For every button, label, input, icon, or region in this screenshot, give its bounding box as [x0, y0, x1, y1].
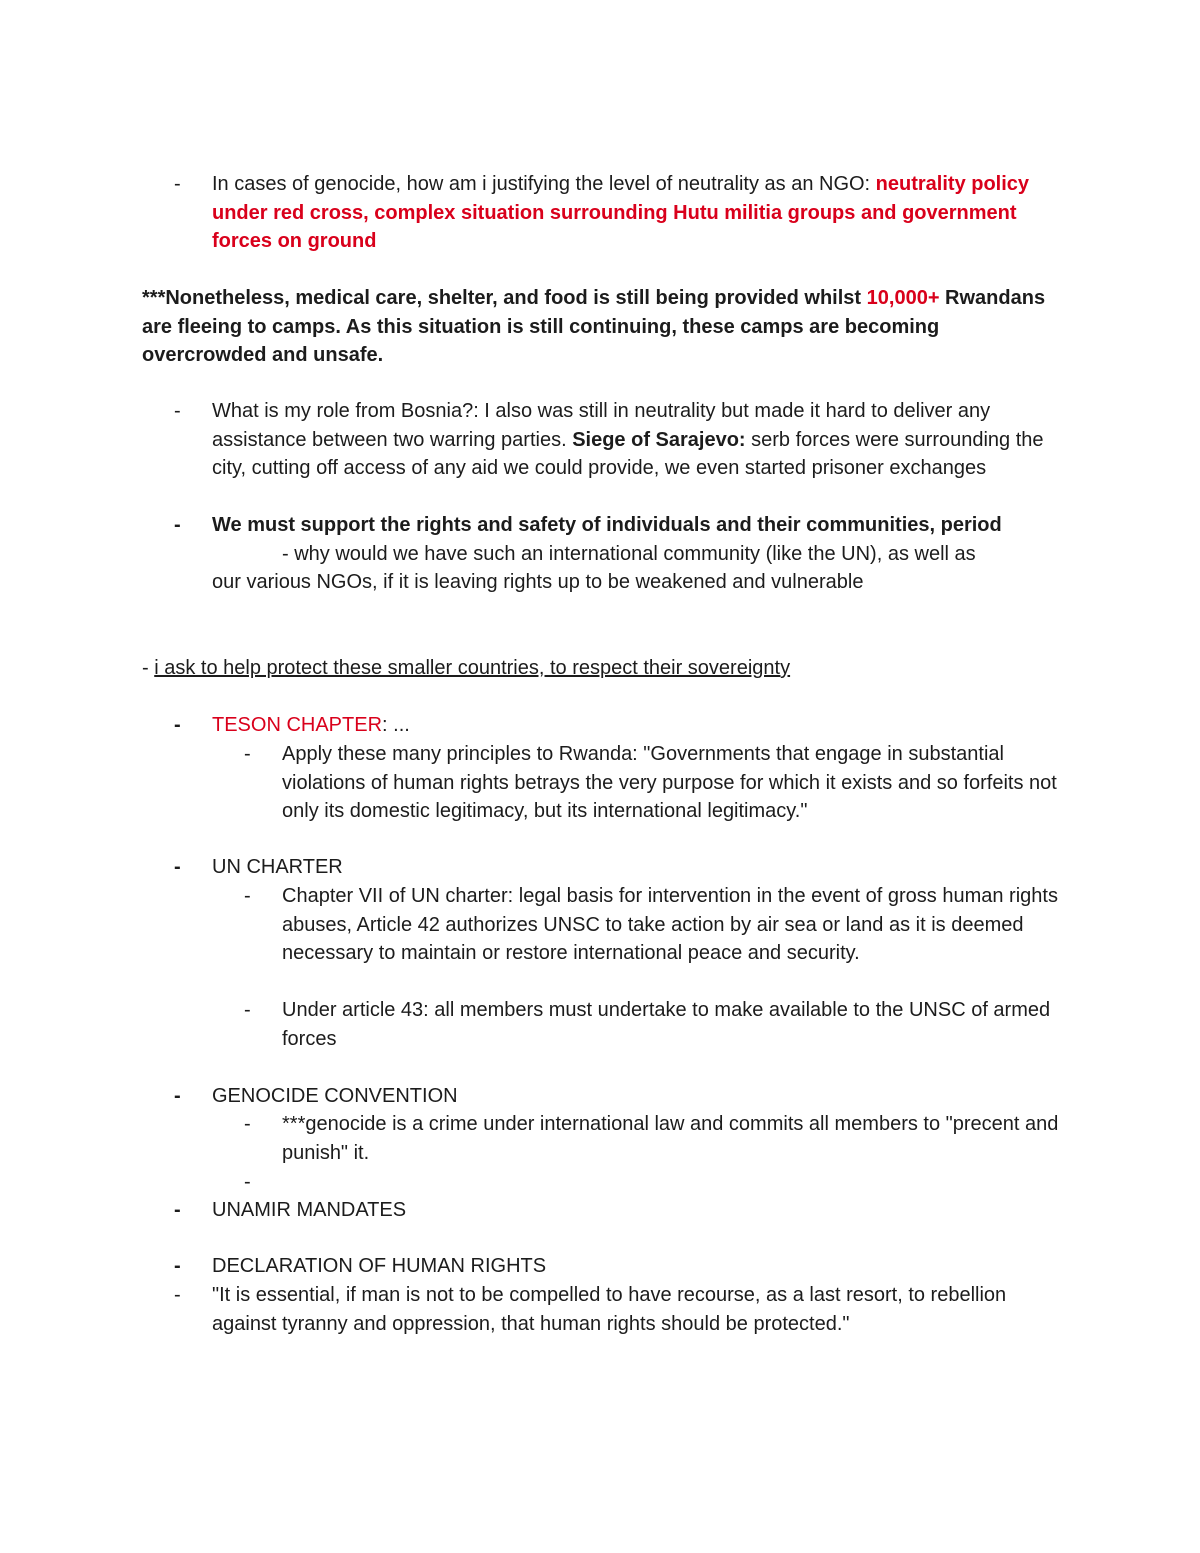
bullet-marker: -	[174, 173, 181, 195]
teson-heading-rest: : ...	[382, 714, 410, 736]
section-human-rights-declaration	[174, 1252, 1054, 1281]
chapter-vii-text: Chapter VII of UN charter: legal basis for intervention in the event of gross human rights abuses, Article 42 authorizes UNSC to take action by air sea or land as it is deemed necessary to maintain or restore international peace and security.	[282, 885, 1058, 965]
bullet-marker: -	[244, 1113, 251, 1135]
bullet-marker: -	[174, 1255, 181, 1277]
teson-principles-text: Apply these many principles to Rwanda: "Governments that engage in substantial violations of human rights betrays the very purpose for which it exists and so forfeits not only its domestic legitimacy, but its international legitimacy."	[282, 743, 1057, 823]
teson-heading: TESON CHAPTER	[212, 714, 383, 736]
genocide-convention-heading: GENOCIDE CONVENTION	[212, 1085, 458, 1107]
bullet-marker: -	[244, 999, 251, 1021]
paragraph-sovereignty	[142, 654, 1062, 683]
genocide-crime-text: ***genocide is a crime under international law and commits all members to "precent and punish" it.	[282, 1113, 1059, 1164]
red-cross-neutrality-answer: neutrality policy under red cross, complex situation surrounding Hutu militia groups and government forces on ground	[212, 173, 1030, 253]
refugee-count: 10,000+	[866, 287, 940, 309]
bullet-marker: -	[244, 1171, 251, 1193]
bullet-marker: -	[174, 1199, 181, 1221]
camps-text-start: ***Nonetheless, medical care, shelter, and food is still being provided whilst	[142, 287, 867, 309]
un-charter-heading: UN CHARTER	[212, 856, 343, 878]
genocide-crime-item	[244, 1110, 1064, 1167]
ngo-neutrality-question: In cases of genocide, how am i justifying the level of neutrality as an NGO:	[212, 173, 876, 195]
bullet-marker: -	[174, 1085, 181, 1107]
teson-principles-item	[244, 740, 1064, 826]
human-rights-heading: DECLARATION OF HUMAN RIGHTS	[212, 1255, 547, 1277]
support-rights-text: We must support the rights and safety of individuals and their communities, period	[212, 514, 1002, 536]
section-un-charter	[174, 853, 1054, 882]
camps-text-end: Rwandans are fleeing to camps. As this situation is still continuing, these camps are becoming overcrowded and unsafe.	[142, 287, 1046, 367]
bullet-support-rights	[174, 511, 1054, 597]
bullet-marker: -	[174, 1284, 181, 1306]
bullet-marker: -	[244, 743, 251, 765]
bosnia-role-text: What is my role from Bosnia?: I also was still in neutrality but made it hard to deliver any assistance between two warring parties.	[212, 400, 991, 451]
section-genocide-convention	[174, 1082, 1054, 1111]
bullet-text	[212, 170, 1054, 256]
sovereignty-prefix: -	[142, 657, 155, 679]
sovereignty-text: i ask to help protect these smaller countries, to respect their sovereignty	[154, 657, 791, 679]
paragraph-camps	[142, 284, 1062, 370]
section-unamir-mandates	[174, 1196, 1054, 1225]
bullet-marker: -	[174, 714, 181, 736]
bullet-subtext	[212, 540, 1054, 597]
bullet-marker: -	[174, 514, 181, 536]
bullet-marker: -	[244, 885, 251, 907]
article-43-text: Under article 43: all members must undertake to make available to the UNSC of armed forces	[282, 999, 1051, 1050]
bullet-text	[212, 397, 1054, 483]
human-rights-quote: "It is essential, if man is not to be compelled to have recourse, as a last resort, to rebellion against tyranny and oppression, that human rights should be protected."	[212, 1284, 1007, 1335]
section-teson-chapter	[174, 711, 1054, 740]
bullet-marker: -	[174, 856, 181, 878]
siege-description: serb forces were surrounding the city, cutting off access of any aid we could provide, we even started prisoner exchanges	[212, 428, 1044, 480]
unamir-heading: UNAMIR MANDATES	[212, 1199, 407, 1221]
bullet-ngo-neutrality	[174, 170, 1054, 256]
international-community-line: - why would we have such an international community (like the UN), as well as	[282, 542, 976, 565]
human-rights-quote-item	[174, 1281, 1054, 1338]
section-heading	[212, 711, 1054, 740]
bullet-bosnia-role	[174, 397, 1054, 483]
article-43-item	[244, 996, 1064, 1053]
chapter-vii-item	[244, 882, 1064, 968]
ngos-line: our various NGOs, if it is leaving rights up to be weakened and vulnerable	[212, 571, 864, 594]
siege-of-sarajevo-label: Siege of Sarajevo:	[572, 428, 746, 451]
bullet-marker: -	[174, 400, 181, 422]
